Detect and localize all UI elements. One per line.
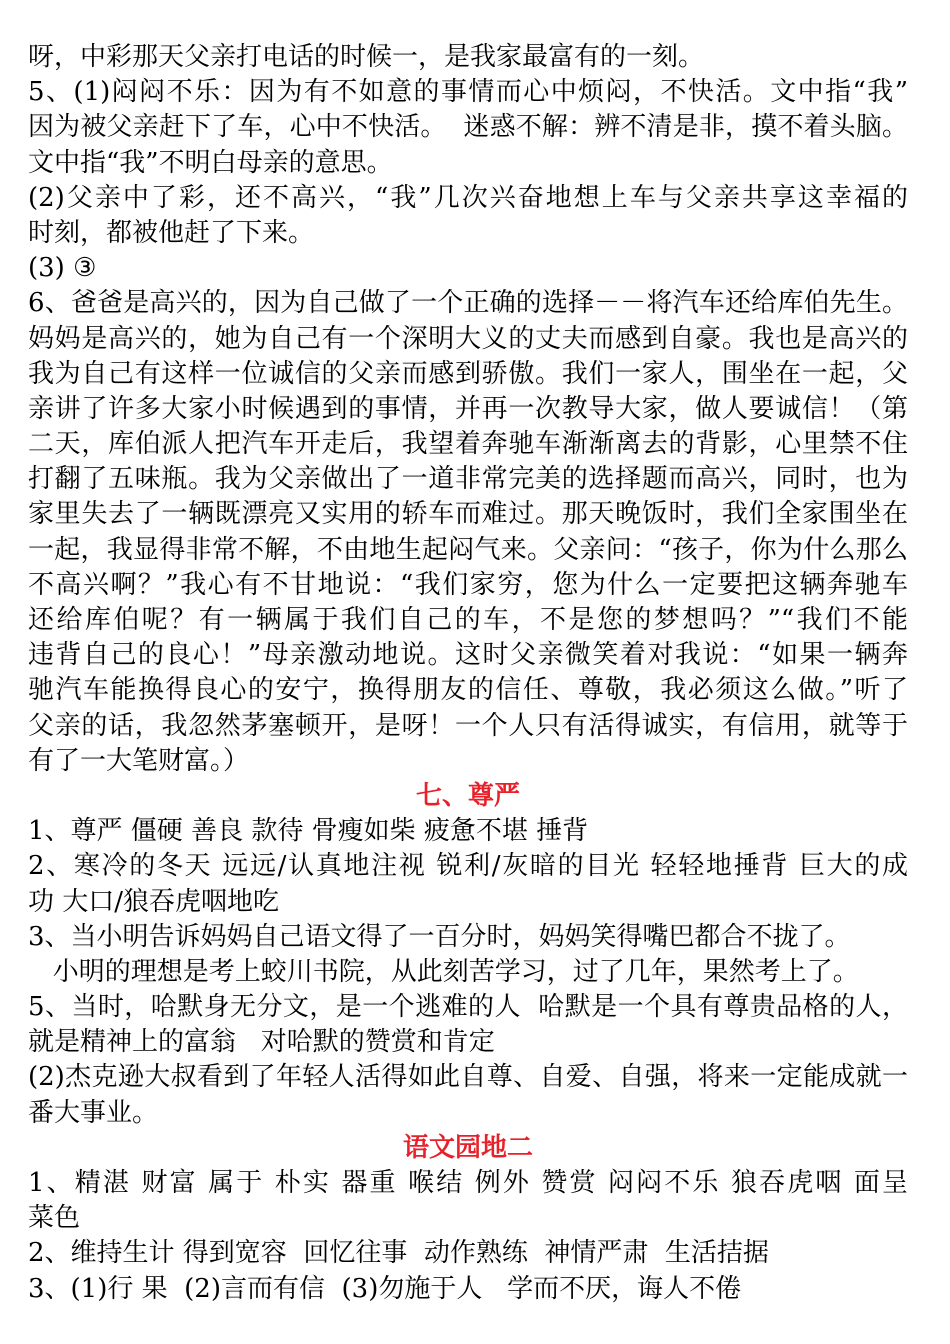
text-line: 番大事业。: [28, 1097, 159, 1128]
text-line: 小明的理想是考上蛟川书院，从此刻苦学习，过了几年，果然考上了。: [28, 956, 859, 987]
text-line: 文中指“我”不明白母亲的意思。: [28, 147, 393, 178]
text-line: 违背自己的良心！”母亲激动地说。这时父亲微笑着对我说：“如果一辆奔: [28, 640, 908, 671]
text-line: 3、(1)行 果 (2)言而有信 (3)勿施于人 学而不厌，诲人不倦: [28, 1273, 742, 1304]
text-line: 5、(1)闷闷不乐：因为有不如意的事情而心中烦闷，不快活。文中指“我”: [28, 77, 908, 108]
text-line: 妈妈是高兴的，她为自己有一个深明大义的丈夫而感到自豪。我也是高兴的: [28, 323, 908, 354]
text-line: 一起，我显得非常不解，不由地生起闷气来。父亲问：“孩子，你为什么那么: [28, 534, 908, 565]
text-line: 就是精神上的富翁 对哈默的赞赏和肯定: [28, 1027, 495, 1058]
text-line: 3、当小明告诉妈妈自己语文得了一百分时，妈妈笑得嘴巴都合不拢了。: [28, 921, 851, 952]
text-line: 二天，库伯派人把汽车开走后，我望着奔驰车渐渐离去的背影，心里禁不住: [28, 429, 908, 460]
text-line: 驰汽车能换得良心的安宁，换得朋友的信任、尊敬，我必须这么做。”听了: [28, 675, 908, 706]
text-line: 不高兴啊？”我心有不甘地说：“我们家穷，您为什么一定要把这辆奔驰车: [28, 569, 908, 600]
text-line: (2)父亲中了彩，还不高兴，“我”几次兴奋地想上车与父亲共享这幸福的: [28, 182, 908, 213]
section-heading: 七、尊严: [415, 780, 520, 811]
text-line: (3) ③: [28, 253, 97, 284]
text-line: 时刻，都被他赶了下来。: [28, 217, 315, 248]
text-line: 6、爸爸是高兴的，因为自己做了一个正确的选择－－将汽车还给库伯先生。: [28, 288, 908, 319]
text-line: 1、精湛 财富 属于 朴实 器重 喉结 例外 赞赏 闷闷不乐 狼吞虎咽 面呈: [28, 1168, 908, 1198]
section-heading: 语文园地二: [402, 1132, 533, 1163]
text-line: 父亲的话，我忽然茅塞顿开，是呀！一个人只有活得诚实，有信用，就等于: [28, 710, 908, 741]
text-line: 2、维持生计 得到宽容 回忆往事 动作熟练 神情严肃 生活拮据: [28, 1238, 769, 1269]
text-line: (2)杰克逊大叔看到了年轻人活得如此自尊、自爱、自强，将来一定能成就一: [28, 1062, 908, 1093]
text-line: 还给库伯呢？有一辆属于我们自己的车，不是您的梦想吗？”“我们不能: [28, 605, 908, 635]
text-line: 我为自己有这样一位诚信的父亲而感到骄傲。我们一家人，围坐在一起，父: [28, 358, 908, 389]
text-line: 打翻了五味瓶。我为父亲做出了一道非常完美的选择题而高兴，同时，也为: [28, 464, 908, 495]
document-page: [28, 40, 908, 1307]
text-line: 家里失去了一辆既漂亮又实用的轿车而难过。那天晚饭时，我们全家围坐在: [28, 499, 908, 530]
text-line: 呀，中彩那天父亲打电话的时候一，是我家最富有的一刻。: [28, 42, 705, 72]
text-line: 亲讲了许多大家小时候遇到的事情，并再一次教导大家，做人要诚信！（第: [28, 393, 908, 424]
text-line: 1、尊严 僵硬 善良 款待 骨瘦如柴 疲惫不堪 捶背: [28, 816, 589, 847]
text-line: 因为被父亲赶下了车，心中不快活。 迷惑不解：辨不清是非，摸不着头脑。: [28, 112, 908, 143]
text-line: 功 大口/狼吞虎咽地吃: [28, 886, 280, 917]
text-line: 有了一大笔财富。）: [28, 745, 250, 776]
text-line: 2、寒冷的冬天 远远/认真地注视 锐利/灰暗的目光 轻轻地捶背 巨大的成: [28, 851, 908, 882]
text-line: 菜色: [28, 1203, 81, 1234]
text-line: 5、当时，哈默身无分文，是一个逃难的人 哈默是一个具有尊贵品格的人，: [28, 992, 908, 1023]
